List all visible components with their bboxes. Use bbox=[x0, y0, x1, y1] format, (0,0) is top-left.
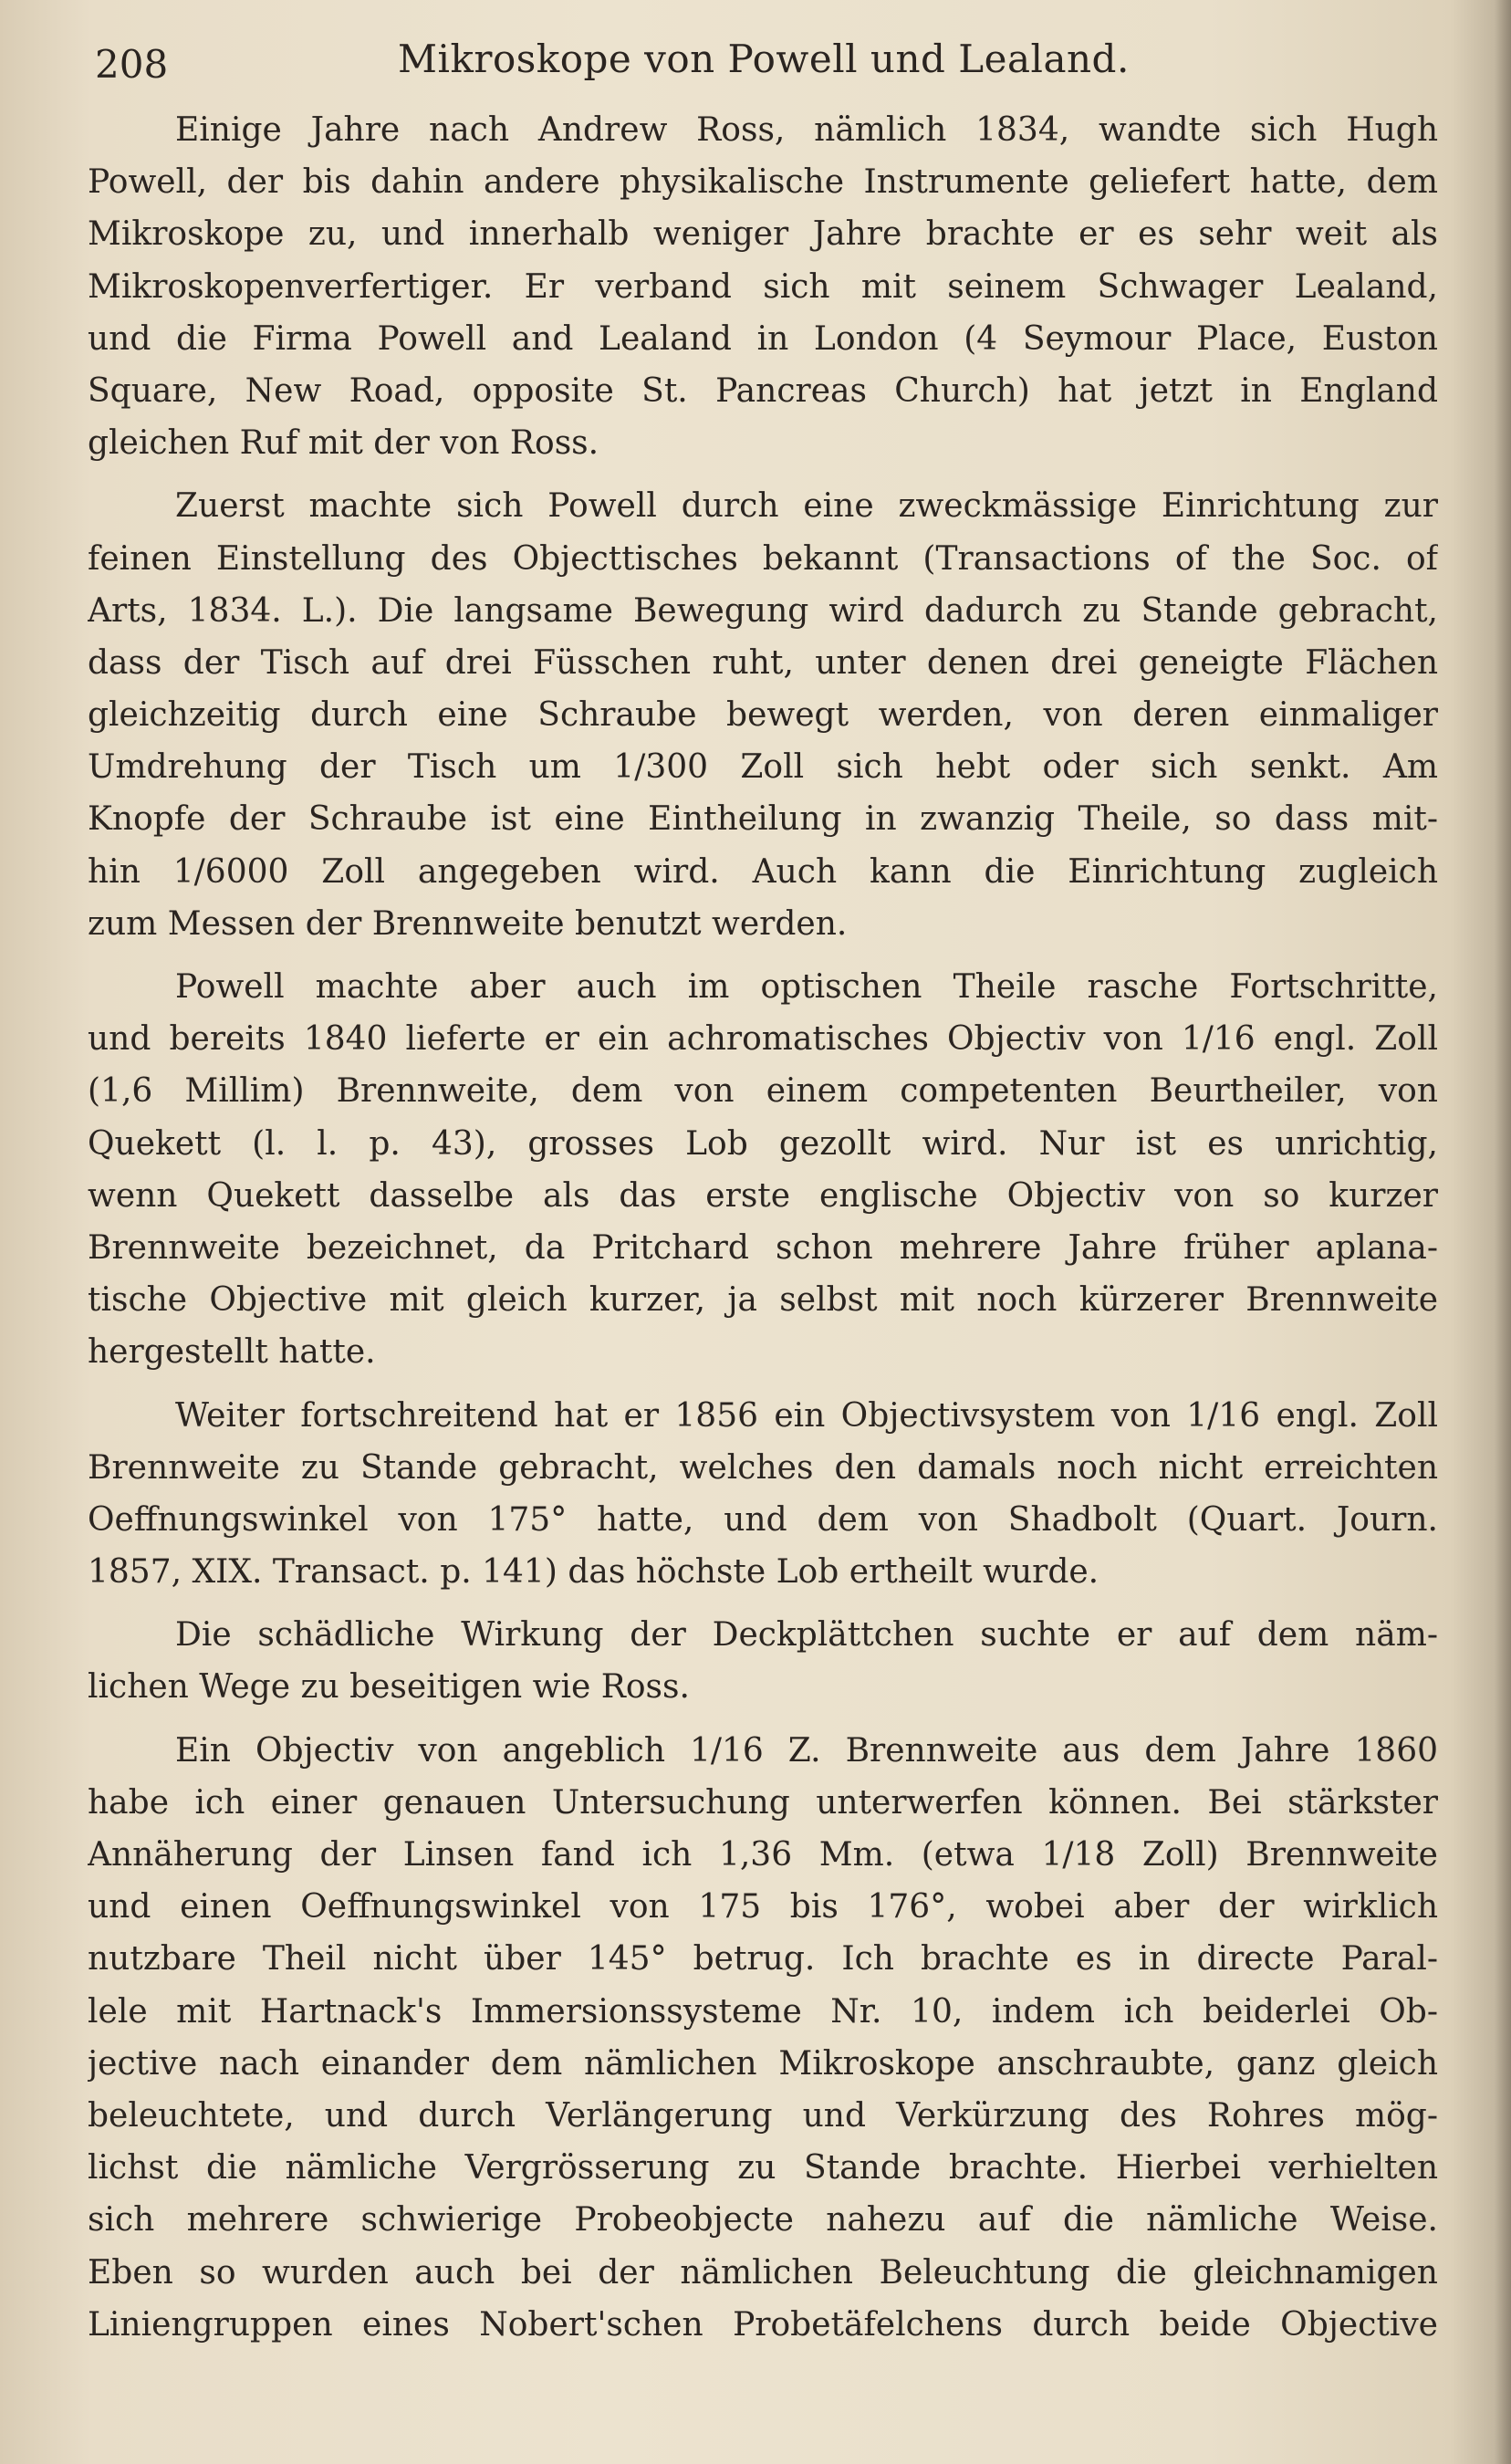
text-line: lichst die nämliche Vergrösserung zu Stande brachte. Hierbei verhielten bbox=[88, 2149, 1438, 2187]
text-line: tische Objective mit gleich kurzer, ja selbst mit noch kürzerer Brennweite bbox=[88, 1281, 1438, 1320]
text-line: (1,6 Millim) Brennweite, dem von einem competenten Beurtheiler, von bbox=[88, 1072, 1438, 1111]
text-line: Annäherung der Linsen fand ich 1,36 Mm. (etwa 1/18 Zoll) Brennweite bbox=[88, 1836, 1438, 1874]
text-line: jective nach einander dem nämlichen Mikroskope anschraubte, ganz gleich bbox=[88, 2044, 1438, 2083]
text-line: und einen Oeffnungswinkel von 175 bis 176°, wobei aber der wirklich bbox=[88, 1888, 1438, 1926]
text-line: beleuchtete, und durch Verlängerung und Verkürzung des Rohres mög- bbox=[88, 2096, 1438, 2135]
text-line: wenn Quekett dasselbe als das erste englische Objectiv von so kurzer bbox=[88, 1176, 1438, 1215]
text-line: hin 1/6000 Zoll angegeben wird. Auch kann die Einrichtung zugleich bbox=[88, 852, 1438, 891]
paragraph-gap bbox=[88, 1714, 1438, 1725]
text-line: nutzbare Theil nicht über 145° betrug. Ich brachte es in directe Paral- bbox=[88, 1940, 1438, 1979]
paragraph bbox=[88, 1390, 1438, 1599]
paragraph-gap bbox=[88, 469, 1438, 480]
text-line: Mikroskope zu, und innerhalb weniger Jahre brachte er es sehr weit als bbox=[88, 215, 1438, 254]
text-line: und die Firma Powell and Lealand in London (4 Seymour Place, Euston bbox=[88, 319, 1438, 358]
text-line: Brennweite zu Stande gebracht, welches den damals noch nicht erreichten bbox=[88, 1448, 1438, 1487]
text-line: Square, New Road, opposite St. Pancreas Church) hat jetzt in England bbox=[88, 371, 1438, 410]
paragraph-gap bbox=[88, 1598, 1438, 1609]
text-line: Powell, der bis dahin andere physikalische Instrumente geliefert hatte, dem bbox=[88, 163, 1438, 202]
paragraph bbox=[88, 104, 1438, 469]
text-line: lele mit Hartnack's Immersionssysteme Nr. 10, indem ich beiderlei Ob- bbox=[88, 1992, 1438, 2031]
text-line: Quekett (l. l. p. 43), grosses Lob gezollt wird. Nur ist es unrichtig, bbox=[88, 1124, 1438, 1163]
text-line: feinen Einstellung des Objecttisches bekannt (Transactions of the Soc. of bbox=[88, 539, 1438, 578]
text-line: Weiter fortschreitend hat er 1856 ein Objectivsystem von 1/16 engl. Zoll bbox=[175, 1396, 1438, 1435]
text-line: hergestellt hatte. bbox=[88, 1333, 376, 1372]
text-line: Arts, 1834. L.). Die langsame Bewegung wird dadurch zu Stande gebracht, bbox=[88, 591, 1438, 630]
text-line: 1857, XIX. Transact. p. 141) das höchste Lob ertheilt wurde. bbox=[88, 1553, 1099, 1592]
text-line: Powell machte aber auch im optischen Theile rasche Fortschritte, bbox=[175, 968, 1438, 1006]
text-line: Brennweite bezeichnet, da Pritchard schon mehrere Jahre früher aplana- bbox=[88, 1228, 1438, 1267]
text-line: dass der Tisch auf drei Füsschen ruht, unter denen drei geneigte Flächen bbox=[88, 643, 1438, 682]
page-header bbox=[88, 37, 1447, 93]
text-line: und bereits 1840 lieferte er ein achromatisches Objectiv von 1/16 engl. Zoll bbox=[88, 1020, 1438, 1059]
paragraph-gap bbox=[88, 950, 1438, 961]
page-number: 208 bbox=[95, 42, 169, 87]
text-line: Einige Jahre nach Andrew Ross, nämlich 1834, wandte sich Hugh bbox=[175, 111, 1438, 149]
paragraph-gap bbox=[88, 1379, 1438, 1390]
paragraph bbox=[88, 1609, 1438, 1713]
text-line: habe ich einer genauen Untersuchung unterwerfen können. Bei stärkster bbox=[88, 1783, 1438, 1822]
text-line: Die schädliche Wirkung der Deckplättchen suchte er auf dem näm- bbox=[175, 1616, 1438, 1655]
paragraph bbox=[88, 961, 1438, 1379]
text-line: zum Messen der Brennweite benutzt werden. bbox=[88, 904, 848, 943]
text-line: gleichen Ruf mit der von Ross. bbox=[88, 424, 599, 463]
text-line: Umdrehung der Tisch um 1/300 Zoll sich hebt oder sich senkt. Am bbox=[88, 748, 1438, 787]
text-line: Eben so wurden auch bei der nämlichen Beleuchtung die gleichnamigen bbox=[88, 2253, 1438, 2292]
text-line: gleichzeitig durch eine Schraube bewegt werden, von deren einmaliger bbox=[88, 696, 1438, 735]
body-text bbox=[88, 104, 1438, 2351]
text-line: sich mehrere schwierige Probeobjecte nahezu auf die nämliche Weise. bbox=[88, 2201, 1438, 2240]
text-line: Zuerst machte sich Powell durch eine zweckmässige Einrichtung zur bbox=[175, 487, 1438, 526]
text-line: Oeffnungswinkel von 175° hatte, und dem von Shadbolt (Quart. Journ. bbox=[88, 1500, 1438, 1539]
paragraph bbox=[88, 1725, 1438, 2351]
text-line: lichen Wege zu beseitigen wie Ross. bbox=[88, 1668, 690, 1707]
text-line: Mikroskopenverfertiger. Er verband sich mit seinem Schwager Lealand, bbox=[88, 267, 1438, 306]
text-line: Ein Objectiv von angeblich 1/16 Z. Brennweite aus dem Jahre 1860 bbox=[175, 1731, 1438, 1770]
text-line: Knopfe der Schraube ist eine Eintheilung in zwanzig Theile, so dass mit- bbox=[88, 800, 1438, 839]
text-line: Liniengruppen eines Nobert'schen Probetäfelchens durch beide Objective bbox=[88, 2305, 1438, 2344]
paragraph bbox=[88, 480, 1438, 950]
running-title: Mikroskope von Powell und Lealand. bbox=[398, 37, 1130, 81]
